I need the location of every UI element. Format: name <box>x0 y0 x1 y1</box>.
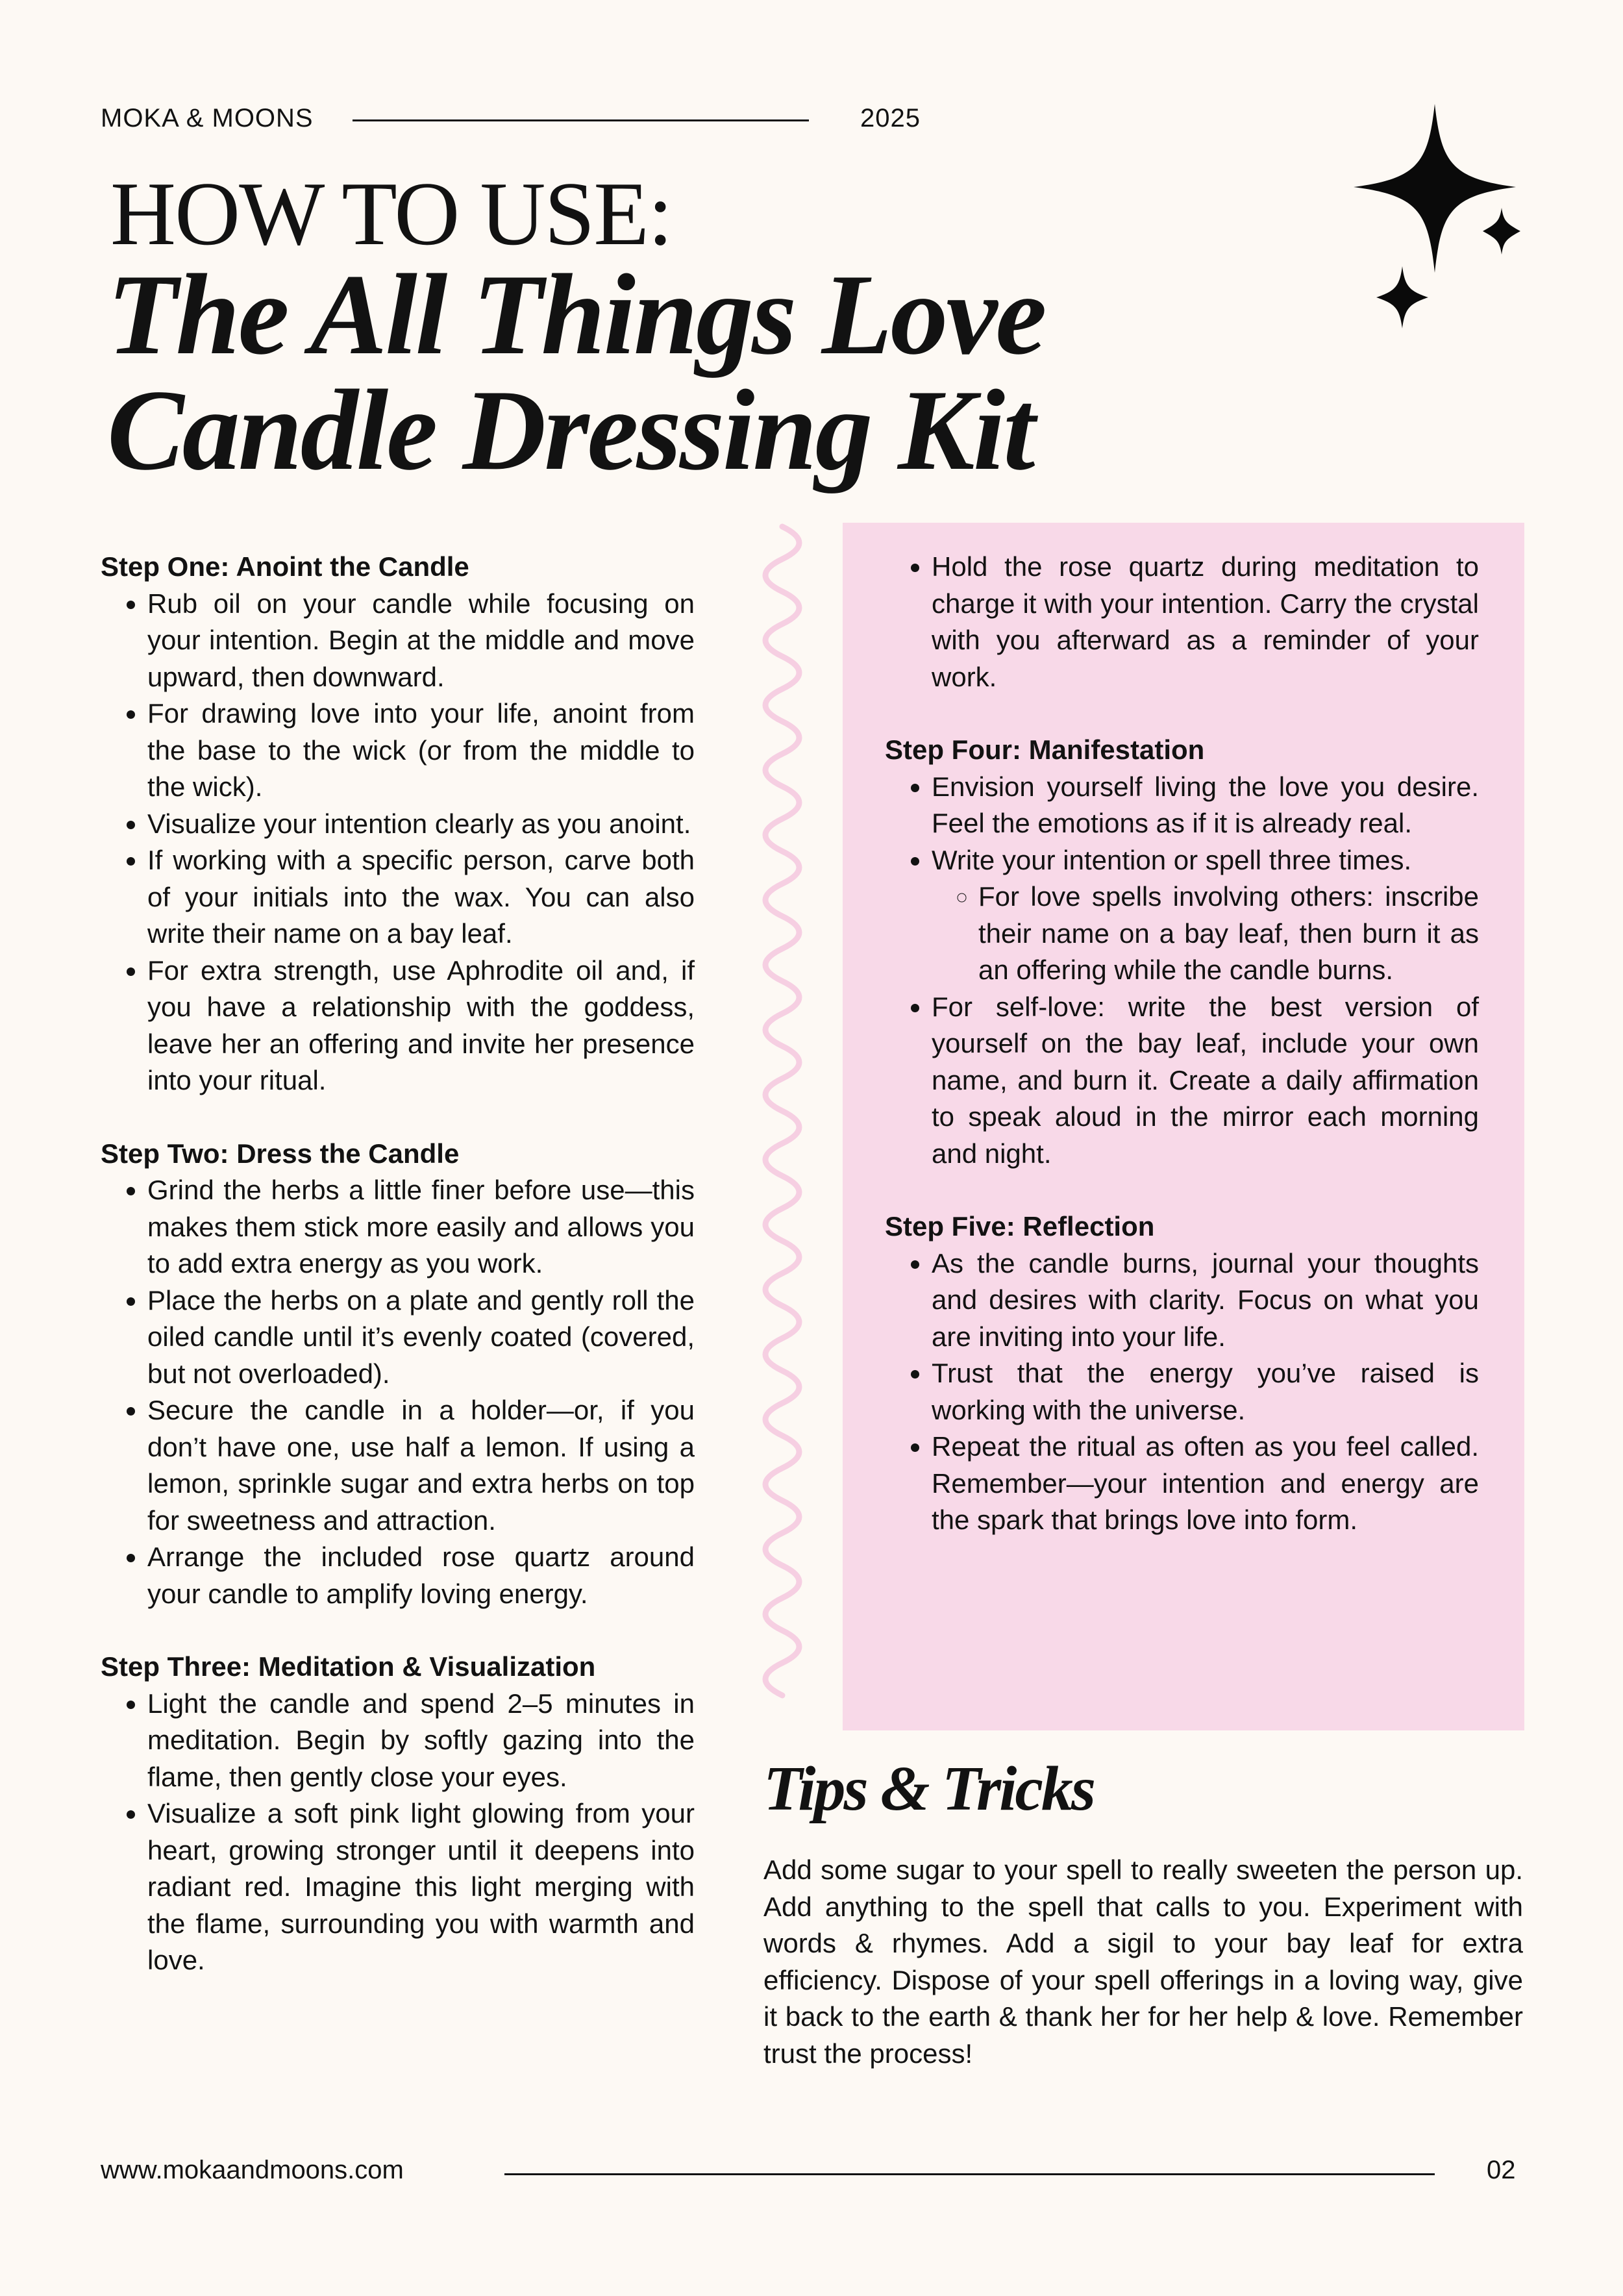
list-item-text: Write your intention or spell three times. <box>932 844 1412 875</box>
right-column <box>885 549 1479 1539</box>
list-item: • Arrange the included rose quartz around your candle to amplify loving energy. <box>147 1539 695 1612</box>
step-three-list <box>101 1686 695 1979</box>
list-item: • Visualize a soft pink light glowing from your heart, growing stronger until it deepens into radiant red. Imagine this light merging with the flame, surrounding you with warmth and love. <box>147 1795 695 1979</box>
list-item: • Rub oil on your candle while focusing on your intention. Begin at the middle and move upward, then downward. <box>147 586 695 696</box>
footer-website: www.mokaandmoons.com <box>101 2156 404 2184</box>
step-five-list <box>885 1245 1479 1539</box>
list-item: • Hold the rose quartz during meditation to charge it with your intention. Carry the crystal with you afterward as a reminder of your work. <box>932 549 1479 695</box>
step-two-list <box>101 1172 695 1612</box>
wavy-divider <box>760 523 805 1724</box>
step-one-list <box>101 586 695 1099</box>
list-item: • Secure the candle in a holder—or, if you don’t have one, use half a lemon. If using a lemon, sprinkle sugar and extra herbs on top for sweetness and attraction. <box>147 1392 695 1539</box>
header-rule <box>353 119 809 121</box>
step-two-heading: Step Two: Dress the Candle <box>101 1138 460 1169</box>
footer-rule <box>504 2173 1435 2175</box>
sparkle-stars-icon <box>1337 104 1532 338</box>
tips-body: Add some sugar to your spell to really sweeten the person up. Add anything to the spell that calls to you. Experiment with words & rhymes. Add a sigil to your bay leaf for extra efficiency. Dispose of your spell offerings in a loving way, give it back to the earth & thank her for her help & love. Remember trust the process! <box>763 1854 1523 2069</box>
step-one-heading: Step One: Anoint the Candle <box>101 551 469 582</box>
title-kit-name: The All Things Love Candle Dressing Kit <box>107 250 1045 494</box>
step-three-continued-list <box>885 549 1479 695</box>
step-four-list <box>885 769 1479 1173</box>
list-item: • Visualize your intention clearly as you anoint. <box>147 806 695 843</box>
list-item: • For drawing love into your life, anoint from the base to the wick (or from the middle to the wick). <box>147 695 695 806</box>
list-item: • As the candle burns, journal your thoughts and desires with clarity. Focus on what you are inviting into your life. <box>932 1245 1479 1356</box>
step-five-heading: Step Five: Reflection <box>885 1211 1155 1242</box>
list-item: • Light the candle and spend 2–5 minutes in meditation. Begin by softly gazing into the flame, then gently close your eyes. <box>147 1686 695 1796</box>
tips-title: Tips & Tricks <box>763 1754 1095 1824</box>
list-item: • Place the herbs on a plate and gently roll the oiled candle until it’s evenly coated (covered, but not overloaded). <box>147 1282 695 1393</box>
list-item: • For extra strength, use Aphrodite oil and, if you have a relationship with the goddess, leave her an offering and invite her presence into your ritual. <box>147 953 695 1099</box>
sub-list-item: ◦ For love spells involving others: inscribe their name on a bay leaf, then burn it as an offering while the candle burns. <box>978 879 1479 989</box>
footer-page-number: 02 <box>1487 2156 1516 2184</box>
list-item: • Envision yourself living the love you desire. Feel the emotions as if it is already real. <box>932 769 1479 842</box>
list-item: • For self-love: write the best version of yourself on the bay leaf, include your own name, and burn it. Create a daily affirmation to speak aloud in the mirror each morning and night. <box>932 989 1479 1173</box>
step-three-heading: Step Three: Meditation & Visualization <box>101 1651 596 1682</box>
list-item <box>932 842 1479 989</box>
list-item: • If working with a specific person, carve both of your initials into the wax. You can also write their name on a bay leaf. <box>147 842 695 953</box>
brand-name: MOKA & MOONS <box>101 104 314 132</box>
title-how-to-use: HOW TO USE: <box>110 164 672 264</box>
left-column <box>101 549 695 1979</box>
list-item: • Trust that the energy you’ve raised is working with the universe. <box>932 1355 1479 1429</box>
step-four-heading: Step Four: Manifestation <box>885 734 1205 765</box>
header-year: 2025 <box>860 104 921 132</box>
sub-list <box>932 879 1479 989</box>
list-item: • Grind the herbs a little finer before use—this makes them stick more easily and allows you to add extra energy as you work. <box>147 1172 695 1282</box>
list-item: • Repeat the ritual as often as you feel called. Remember—your intention and energy are the spark that brings love into form. <box>932 1429 1479 1539</box>
